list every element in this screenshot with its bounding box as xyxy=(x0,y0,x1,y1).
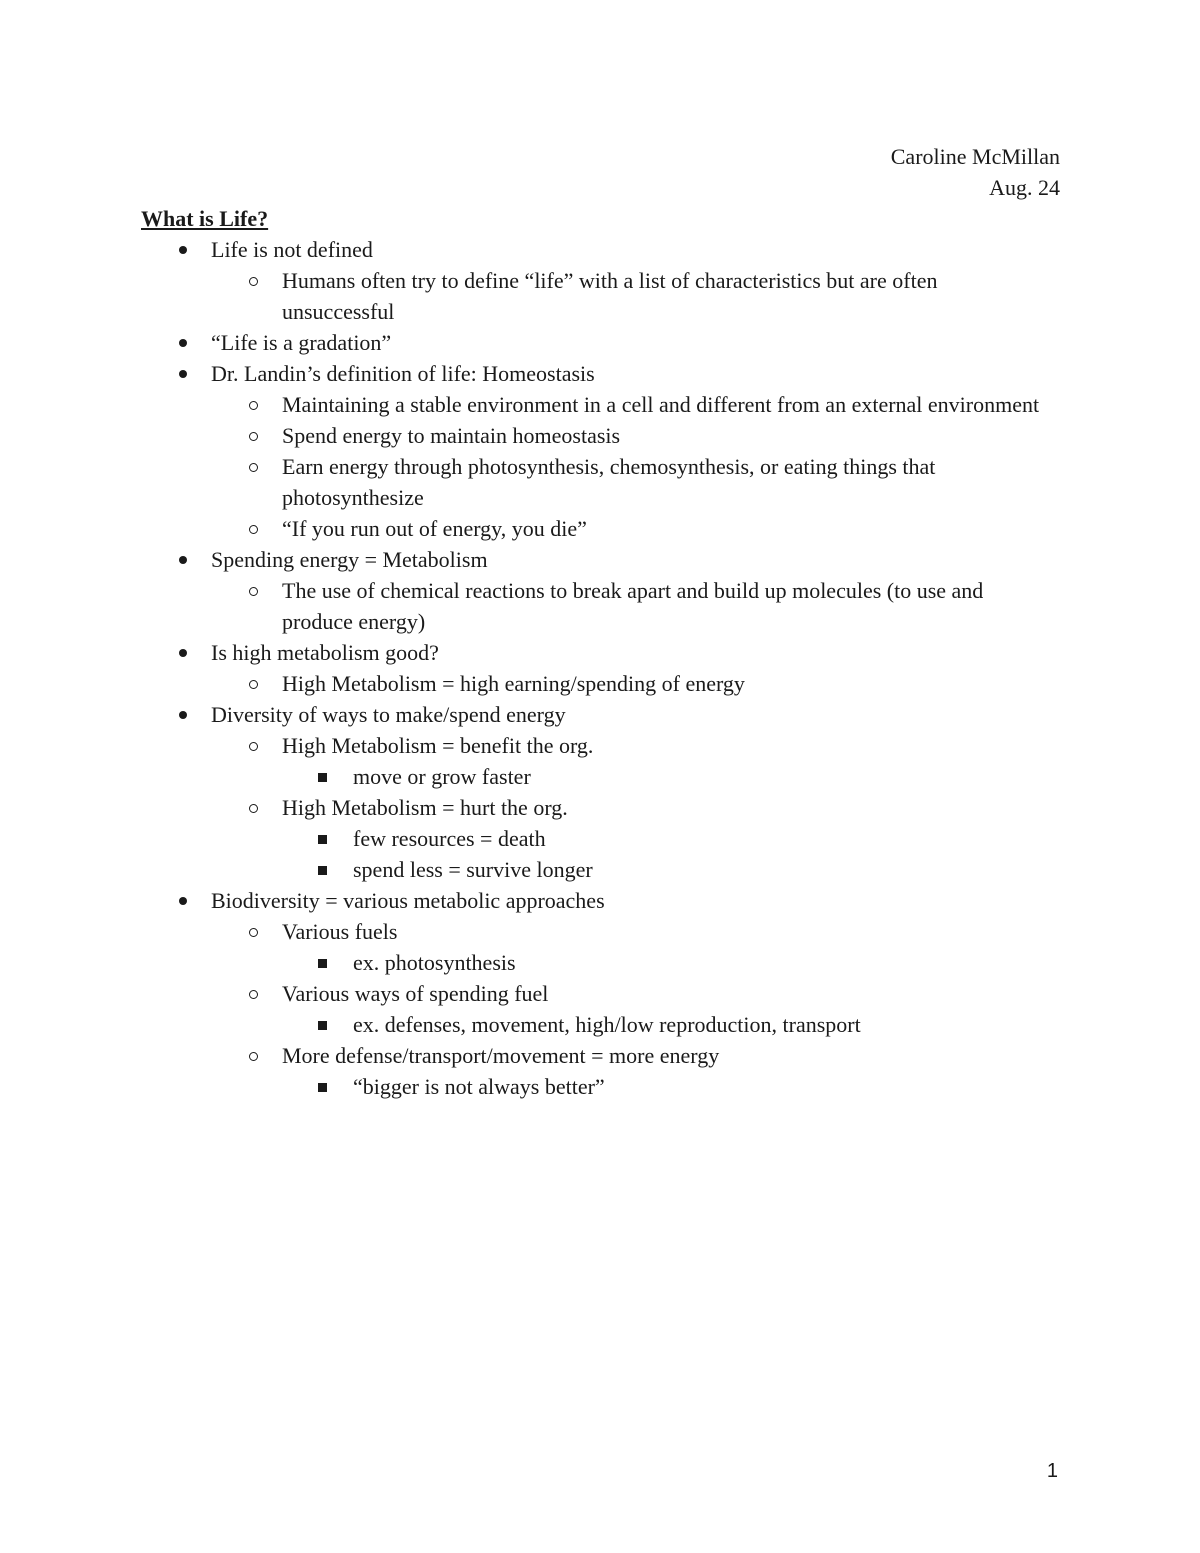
note-date: Aug. 24 xyxy=(989,175,1060,200)
bullet-dot-icon xyxy=(177,699,197,730)
list-item xyxy=(0,854,1043,885)
list-item-text: Dr. Landin’s definition of life: Homeostasis xyxy=(211,361,595,386)
list-item-text: The use of chemical reactions to break apart and build up molecules (to use and produce energy) xyxy=(282,578,984,634)
list-item xyxy=(0,1009,1043,1040)
bullet-square-icon xyxy=(316,761,336,792)
bullet-circle-icon xyxy=(248,513,268,544)
list-item-text: “bigger is not always better” xyxy=(353,1074,605,1099)
list-item-text: Earn energy through photosynthesis, chemosynthesis, or eating things that photosynthesize xyxy=(282,454,936,510)
list-item xyxy=(0,978,1042,1009)
list-item xyxy=(0,947,1043,978)
list-item-text: Maintaining a stable environment in a cell and different from an external environment xyxy=(282,392,1040,417)
list-item xyxy=(0,730,1042,761)
list-item xyxy=(0,792,1042,823)
list-item xyxy=(0,389,1042,420)
list-item xyxy=(0,699,1051,730)
list-item xyxy=(0,761,1043,792)
list-item-text: High Metabolism = high earning/spending of energy xyxy=(282,671,745,696)
bullet-dot-icon xyxy=(177,885,197,916)
list-item xyxy=(0,916,1042,947)
bullet-square-icon xyxy=(316,854,336,885)
list-item-text: Life is not defined xyxy=(211,237,373,262)
list-item-text: Various fuels xyxy=(282,919,398,944)
bullet-circle-icon xyxy=(248,978,268,1009)
list-item xyxy=(0,637,1051,668)
list-item xyxy=(0,420,1042,451)
author-name: Caroline McMillan xyxy=(890,144,1060,169)
bullet-circle-icon xyxy=(248,1040,268,1071)
bullet-dot-icon xyxy=(177,234,197,265)
bullet-circle-icon xyxy=(248,265,268,296)
page-title: What is Life? xyxy=(141,206,269,231)
list-item-text: “Life is a gradation” xyxy=(211,330,392,355)
document-header xyxy=(891,141,1060,203)
bullet-circle-icon xyxy=(248,451,268,482)
bullet-square-icon xyxy=(316,823,336,854)
list-item xyxy=(0,265,1042,327)
list-item-text: spend less = survive longer xyxy=(353,857,593,882)
bullet-square-icon xyxy=(316,1009,336,1040)
list-item-text: High Metabolism = benefit the org. xyxy=(282,733,594,758)
list-item-text: Spend energy to maintain homeostasis xyxy=(282,423,621,448)
bullet-circle-icon xyxy=(248,916,268,947)
list-item xyxy=(0,885,1051,916)
list-item xyxy=(0,668,1042,699)
list-item-text: Humans often try to define “life” with a list of characteristics but are often unsuccessful xyxy=(282,268,938,324)
list-item xyxy=(0,327,1051,358)
list-item-text: Various ways of spending fuel xyxy=(282,981,549,1006)
bullet-circle-icon xyxy=(248,668,268,699)
bullet-dot-icon xyxy=(177,637,197,668)
list-item-text: Biodiversity = various metabolic approaches xyxy=(211,888,605,913)
list-item xyxy=(0,575,1042,637)
list-item-text: More defense/transport/movement = more energy xyxy=(282,1043,720,1068)
list-item-text: High Metabolism = hurt the org. xyxy=(282,795,568,820)
list-item-text: move or grow faster xyxy=(353,764,531,789)
list-item-text: “If you run out of energy, you die” xyxy=(282,516,587,541)
list-item xyxy=(0,1071,1043,1102)
page-number: 1 xyxy=(1046,1460,1058,1482)
list-item-text: ex. photosynthesis xyxy=(353,950,516,975)
notes-outline xyxy=(0,234,1200,1102)
list-item-text: few resources = death xyxy=(353,826,546,851)
bullet-circle-icon xyxy=(248,420,268,451)
list-item-text: ex. defenses, movement, high/low reproduction, transport xyxy=(353,1012,861,1037)
list-item-text: Is high metabolism good? xyxy=(211,640,439,665)
list-item xyxy=(0,513,1042,544)
bullet-circle-icon xyxy=(248,575,268,606)
bullet-square-icon xyxy=(316,947,336,978)
bullet-circle-icon xyxy=(248,389,268,420)
bullet-square-icon xyxy=(316,1071,336,1102)
list-item xyxy=(0,1040,1042,1071)
bullet-circle-icon xyxy=(248,792,268,823)
bullet-circle-icon xyxy=(248,730,268,761)
list-item xyxy=(0,234,1051,265)
list-item-text: Diversity of ways to make/spend energy xyxy=(211,702,566,727)
bullet-dot-icon xyxy=(177,327,197,358)
list-item xyxy=(0,358,1051,389)
list-item-text: Spending energy = Metabolism xyxy=(211,547,488,572)
list-item xyxy=(0,451,1042,513)
list-item xyxy=(0,544,1051,575)
bullet-dot-icon xyxy=(177,544,197,575)
list-item xyxy=(0,823,1043,854)
bullet-dot-icon xyxy=(177,358,197,389)
